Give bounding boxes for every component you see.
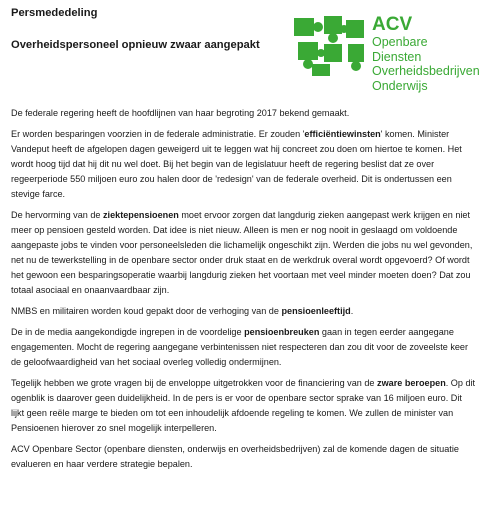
document-body — [11, 106, 477, 478]
acv-logo — [290, 14, 480, 93]
logo-line-2: Overheidsbedrijven — [372, 64, 480, 79]
puzzle-pieces-icon — [290, 14, 370, 78]
paragraph-budget: De federale regering heeft de hoofdlijnen van haar begroting 2017 bekend gemaakt. — [11, 108, 350, 118]
paragraph-sickness-pensions: De hervorming van de ziektepensioenen moet ervoor zorgen dat langdurig zieken aangepast werk krijgen en niet meer op pensioen gesteld worden. Dat idee is niet nieuw. Alleen is men er nog nooit in geslaagd om voldoende aangepaste jobs te vinden voor personeelsleden die lichamelijk ongeschikt zijn. Werden die jobs nu wel gevonden, net nu de tewerkstelling in de openbare sector onder druk staat en de werkdruk overal wordt opgevoerd? Of wordt het gewoon een besparingsoperatie waarbij langdurig zieken het voortaan met veel minder moeten doen? Dat zou totaal asociaal en onaanvaardbaar zijn. — [11, 210, 473, 295]
logo-line-3: Onderwijs — [372, 78, 428, 93]
logo-brand: ACV — [372, 14, 413, 35]
paragraph-administration: Er worden besparingen voorzien in de federale administratie. Er zouden 'efficiëntiewinsten' komen. Minister Vandeput heeft de afgelopen dagen geweigerd uit te leggen wat hij concreet zou doen om hiertoe te komen. Het wordt hoog tijd dat hij dit nu wel doet. Bij het begin van de legislatuur heeft de regering beslist dat ze over regeerperiode 550 miljoen euro zou halen door de 'redesign' van de federale overheid. Dit is ondertussen een stevige farce. — [11, 129, 462, 199]
logo-text — [372, 14, 480, 93]
document-label: Persmededeling — [11, 7, 98, 19]
paragraph-conclusion: ACV Openbare Sector (openbare diensten, onderwijs en overheidsbedrijven) zal de komende dagen de situatie evalueren en haar verdere strategie bepalen. — [11, 444, 459, 469]
document-title: Overheidspersoneel opnieuw zwaar aangepakt — [11, 39, 260, 51]
paragraph-heavy-professions: Tegelijk hebben we grote vragen bij de enveloppe uitgetrokken voor de financiering van de zware beroepen. Op dit ogenblik is daarover geen duidelijkheid. In de pers is er voor de openbare sector sprake van 16 miljoen euro. Dit lijkt geen reële marge te bieden om tot een inhoudelijk afdoende regeling te komen. We zullen de minister van Pensioenen hierover zo snel mogelijk interpelleren. — [11, 378, 476, 433]
paragraph-pension-fractions: De in de media aangekondigde ingrepen in de voordelige pensioenbreuken gaan in tegen eerder aangegane engagementen. Mocht de regering aangegane verbintenissen niet respecteren dan zou dit voor de zoveelste keer de geloofwaardigheid van het sociaal overleg volledig ondermijnen. — [11, 327, 469, 367]
paragraph-retirement-age: NMBS en militairen worden koud gepakt door de verhoging van de pensioenleeftijd. — [11, 306, 354, 316]
logo-line-1: Openbare Diensten — [372, 35, 428, 64]
